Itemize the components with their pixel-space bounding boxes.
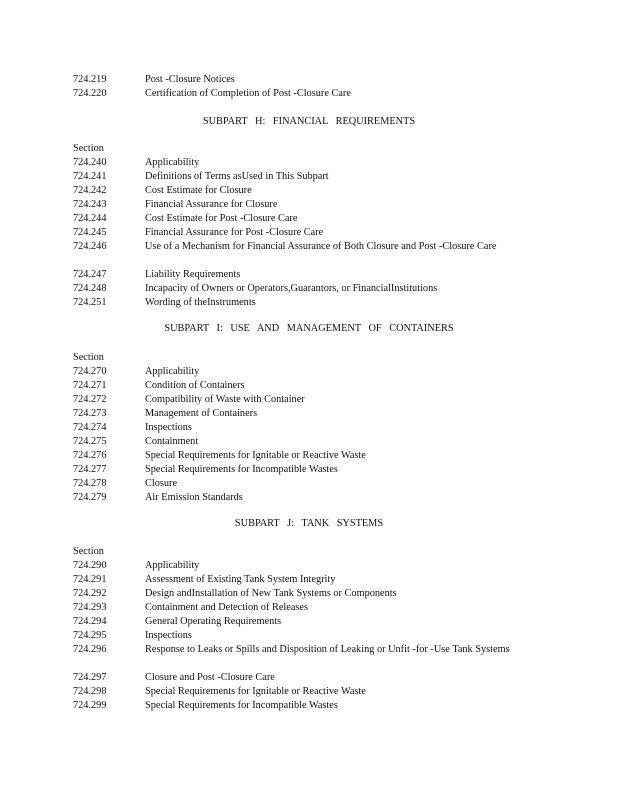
section-number: 724.295 — [73, 630, 107, 641]
subpart-h-heading: SUBPART H: FINANCIAL REQUIREMENTS — [202, 116, 416, 127]
section-title: Applicability — [145, 560, 200, 571]
section-title: Applicability — [145, 157, 200, 168]
section-title: General Operating Requirements — [145, 616, 282, 627]
section-number: 724.279 — [73, 492, 107, 503]
section-number: 724.276 — [73, 450, 107, 461]
section-number: 724.246 — [73, 241, 107, 252]
section-number: 724.270 — [73, 366, 107, 377]
section-title: Definitions of Terms asUsed in This Subpart — [145, 171, 329, 182]
section-number: 724.272 — [73, 394, 107, 405]
section-title: Compatibility of Waste with Container — [145, 394, 305, 405]
subpart-i-heading: SUBPART I: USE AND MANAGEMENT OF CONTAINERS — [164, 323, 454, 334]
section-title: Special Requirements for Ignitable or Reactive Waste — [145, 450, 366, 461]
section-title: Cost Estimate for Post -Closure Care — [145, 213, 298, 224]
section-title: Containment — [145, 436, 199, 447]
section-title: Condition of Containers — [145, 380, 245, 391]
section-title: Post -Closure Notices — [145, 74, 235, 85]
section-number: 724.275 — [73, 436, 107, 447]
section-title: Special Requirements for Incompatible Wastes — [145, 464, 338, 475]
section-number: 724.242 — [73, 185, 107, 196]
section-number: 724.271 — [73, 380, 107, 391]
section-number: 724.291 — [73, 574, 107, 585]
section-title: Cost Estimate for Closure — [145, 185, 252, 196]
section-number: 724.294 — [73, 616, 107, 627]
section-number: 724.244 — [73, 213, 107, 224]
section-number: 724.290 — [73, 560, 107, 571]
section-title: Response to Leaks or Spills and Disposition of Leaking or Unfit -for -Use Tank Systems — [145, 644, 510, 655]
section-number: 724.240 — [73, 157, 107, 168]
section-number: 724.297 — [73, 672, 107, 683]
section-title: Containment and Detection of Releases — [145, 602, 308, 613]
section-number: 724.278 — [73, 478, 107, 489]
section-title: Air Emission Standards — [145, 492, 243, 503]
section-label: Section — [73, 143, 104, 154]
section-number: 724.277 — [73, 464, 107, 475]
section-title: Certification of Completion of Post -Closure Care — [145, 88, 351, 99]
section-title: Inspections — [145, 630, 192, 641]
section-title: Incapacity of Owners or Operators,Guarantors, or FinancialInstitutions — [145, 283, 438, 294]
section-title: Wording of theInstruments — [145, 297, 256, 308]
section-number: 724.248 — [73, 283, 107, 294]
section-number: 724.241 — [73, 171, 107, 182]
section-title: Applicability — [145, 366, 200, 377]
section-number: 724.219 — [73, 74, 107, 85]
section-title: Closure and Post -Closure Care — [145, 672, 275, 683]
section-title: Use of a Mechanism for Financial Assurance of Both Closure and Post -Closure Care — [145, 241, 497, 252]
section-title: Closure — [145, 478, 178, 489]
section-number: 724.243 — [73, 199, 107, 210]
section-title: Inspections — [145, 422, 192, 433]
section-number: 724.292 — [73, 588, 107, 599]
section-number: 724.245 — [73, 227, 107, 238]
section-number: 724.296 — [73, 644, 107, 655]
subpart-j-heading: SUBPART J: TANK SYSTEMS — [234, 518, 384, 529]
section-title: Design andInstallation of New Tank Systems or Components — [145, 588, 397, 599]
section-title: Financial Assurance for Post -Closure Care — [145, 227, 324, 238]
section-title: Liability Requirements — [145, 269, 241, 280]
section-label: Section — [73, 546, 104, 557]
section-title: Assessment of Existing Tank System Integrity — [145, 574, 336, 585]
section-title: Special Requirements for Ignitable or Reactive Waste — [145, 686, 366, 697]
section-number: 724.247 — [73, 269, 107, 280]
section-number: 724.220 — [73, 88, 107, 99]
section-title: Special Requirements for Incompatible Wastes — [145, 700, 338, 711]
section-number: 724.293 — [73, 602, 107, 613]
section-label: Section — [73, 352, 104, 363]
section-number: 724.298 — [73, 686, 107, 697]
section-number: 724.274 — [73, 422, 107, 433]
section-number: 724.273 — [73, 408, 107, 419]
section-number: 724.299 — [73, 700, 107, 711]
section-title: Management of Containers — [145, 408, 258, 419]
section-number: 724.251 — [73, 297, 107, 308]
section-title: Financial Assurance for Closure — [145, 199, 278, 210]
